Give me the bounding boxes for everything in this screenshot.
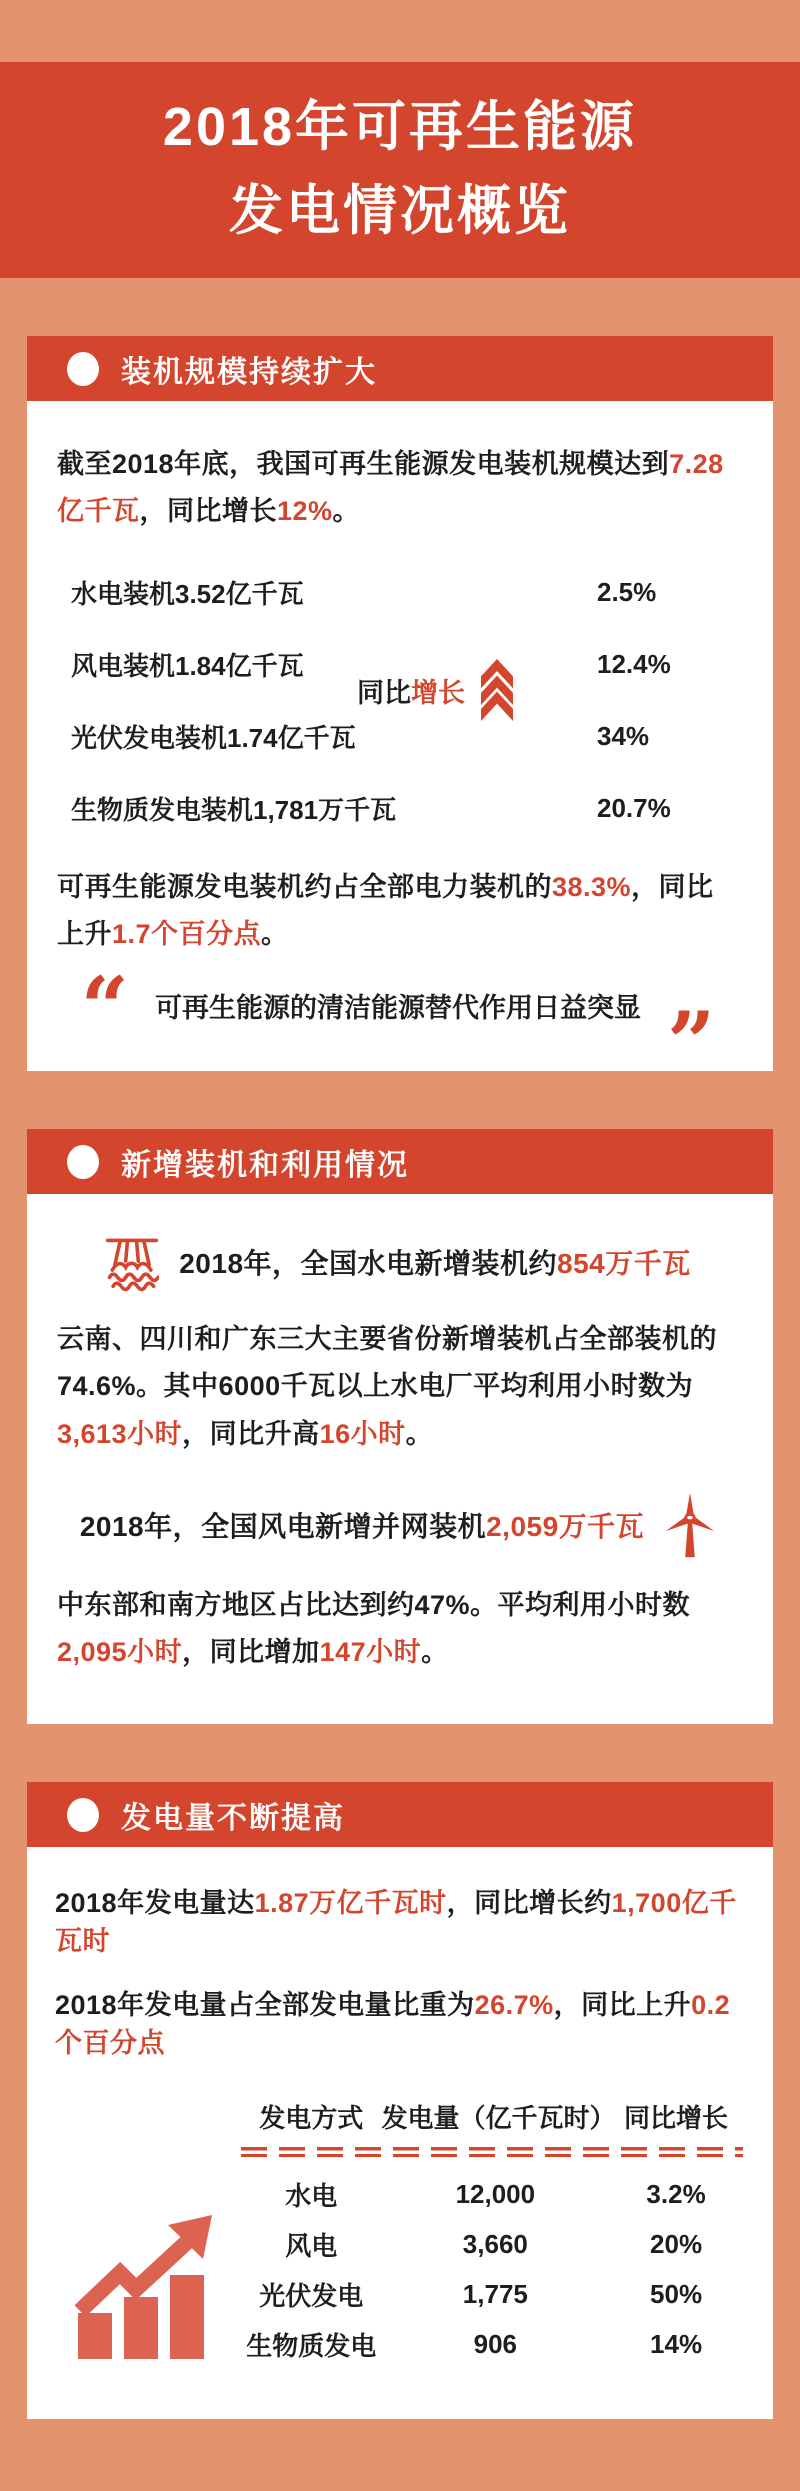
section-header-capacity — [27, 336, 773, 401]
capacity-card — [27, 401, 773, 1092]
stat-growth-value: 2.5% — [597, 577, 657, 607]
wind-detail-text: 中东部和南方地区占比达到约47%。平均利用小时数2,095小时，同比增加147小时。 — [57, 1589, 691, 1667]
stat-row-hydro — [71, 572, 739, 614]
table-cell: 906 — [473, 2328, 518, 2359]
table-cell: 12,000 — [455, 2178, 536, 2209]
hydro-headline-row — [57, 1232, 739, 1292]
generation-total-text: 2018年发电量达1.87万亿千瓦时，同比增长约1,700亿千瓦时 — [55, 1888, 737, 1957]
bar-chart-rising-arrow-icon — [72, 2213, 224, 2363]
table-cell: 3,660 — [462, 2228, 528, 2259]
stat-label: 光伏发电装机1.74亿千瓦 — [71, 723, 356, 753]
circle-bullet-icon — [67, 1798, 99, 1832]
section-title: 新增装机和利用情况 — [121, 1148, 409, 1182]
wind-turbine-icon — [664, 1492, 716, 1558]
wind-headline-row — [57, 1492, 739, 1558]
yoy-growth-label: 同比增长 — [357, 677, 465, 708]
table-cell: 20% — [650, 2228, 703, 2259]
generation-card — [27, 1847, 773, 2419]
generation-table-area — [55, 2098, 743, 2369]
table-cell: 3.2% — [646, 2178, 706, 2209]
table-cell: 水电 — [285, 2180, 338, 2211]
chart-icon-column — [55, 2213, 241, 2369]
capacity-share-text: 可再生能源发电装机约占全部电力装机的38.3%，同比上升1.7个百分点。 — [57, 871, 714, 949]
poster-body — [27, 336, 773, 2419]
circle-bullet-icon — [67, 1145, 99, 1179]
page-title: 2018年可再生能源 发电情况概览 — [162, 97, 638, 241]
table-cell: 光伏发电 — [259, 2280, 364, 2311]
section-header-new-installs — [27, 1129, 773, 1194]
section-title: 装机规模持续扩大 — [121, 355, 377, 389]
new-installs-card — [27, 1194, 773, 1724]
red-dashed-divider — [241, 2147, 743, 2157]
pull-quote-text: 可再生能源的清洁能源替代作用日益突显 — [155, 993, 641, 1023]
poster-title-banner — [0, 62, 800, 278]
table-cell: 生物质发电 — [246, 2330, 377, 2361]
stat-row-solar — [71, 716, 739, 758]
hydro-headline-text: 2018年，全国水电新增装机约854万千瓦 — [179, 1248, 691, 1279]
section-new-installs — [27, 1129, 773, 1724]
table-cell: 14% — [650, 2328, 703, 2359]
circle-bullet-icon — [67, 352, 99, 386]
table-cell: 50% — [650, 2278, 703, 2309]
generation-table — [241, 2098, 743, 2369]
hydro-dam-icon — [105, 1232, 159, 1292]
table-cell: 1,775 — [462, 2278, 528, 2309]
pull-quote: “ 可再生能源的清洁能源替代作用日益突显 ” — [80, 958, 716, 1092]
stat-label: 生物质发电装机1,781万千瓦 — [71, 795, 397, 825]
yoy-growth-callout — [357, 659, 513, 721]
hydro-detail-text: 云南、四川和广东三大主要省份新增装机占全部装机的74.6%。其中6000千瓦以上水电厂平均利用小时数为3,613小时，同比升高16小时。 — [57, 1324, 717, 1449]
stat-growth-value: 20.7% — [597, 793, 671, 823]
section-installed-capacity — [27, 336, 773, 1092]
table-header-growth: 同比增长 — [624, 2103, 729, 2134]
table-cell: 风电 — [285, 2230, 338, 2261]
stat-growth-value: 34% — [597, 721, 650, 751]
stat-growth-value: 12.4% — [597, 649, 671, 679]
generation-share-text: 2018年发电量占全部发电量比重为26.7%，同比上升0.2个百分点 — [55, 1989, 731, 2058]
section-title: 发电量不断提高 — [121, 1801, 345, 1835]
table-header-output: 发电量（亿千瓦时） — [381, 2103, 616, 2134]
capacity-stats-list — [57, 572, 739, 830]
triple-chevron-up-icon — [481, 659, 513, 721]
wind-headline-text: 2018年，全国风电新增并网装机2,059万千瓦 — [79, 1510, 645, 1542]
capacity-intro-text: 截至2018年底，我国可再生能源发电装机规模达到7.28亿千瓦，同比增长12%。 — [57, 449, 724, 527]
section-header-generation — [27, 1782, 773, 1847]
stat-row-biomass — [71, 788, 739, 830]
table-header-method: 发电方式 — [259, 2103, 364, 2134]
stat-label: 风电装机1.84亿千瓦 — [71, 651, 304, 681]
section-generation — [27, 1782, 773, 2419]
stat-label: 水电装机3.52亿千瓦 — [71, 579, 304, 609]
